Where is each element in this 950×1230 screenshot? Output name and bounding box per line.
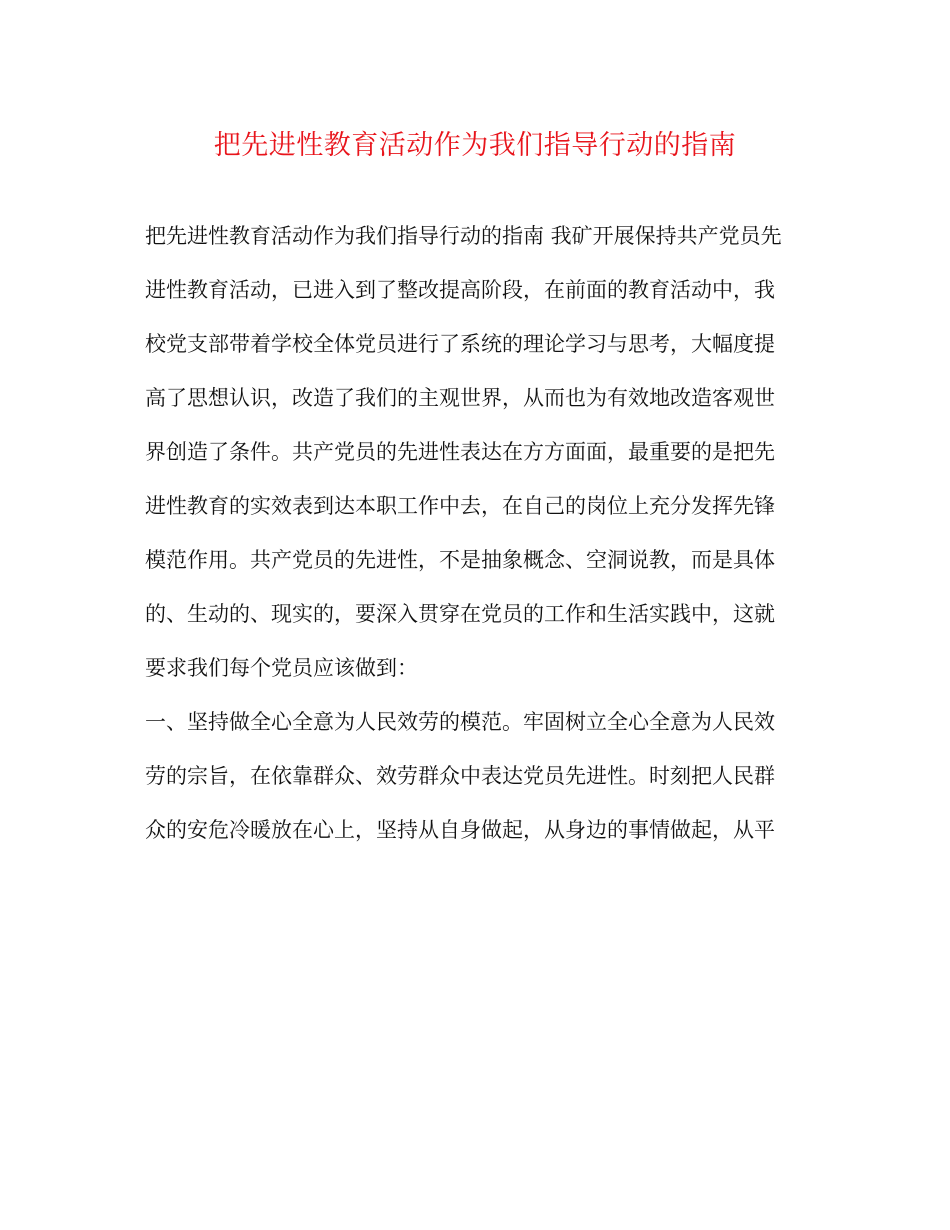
body-line: 校党支部带着学校全体党员进行了系统的理论学习与思考，大幅度提 [145, 332, 775, 356]
document-body [145, 209, 805, 857]
body-line: 高了思想认识，改造了我们的主观世界，从而也为有效地改造客观世 [145, 386, 775, 410]
body-line: 要求我们每个党员应该做到： [145, 656, 418, 680]
body-line: 进性教育活动，已进入到了整改提高阶段，在前面的教育活动中，我 [145, 278, 775, 302]
body-line: 界创造了条件。共产党员的先进性表达在方方面面，最重要的是把先 [145, 440, 775, 464]
body-line: 把先进性教育活动作为我们指导行动的指南 我矿开展保持共产党员先 [145, 224, 782, 248]
body-line: 的、生动的、现实的，要深入贯穿在党员的工作和生活实践中，这就 [145, 602, 775, 626]
body-line: 进性教育的实效表到达本职工作中去，在自己的岗位上充分发挥先锋 [145, 494, 775, 518]
body-line: 众的安危冷暖放在心上，坚持从自身做起，从身边的事情做起，从平 [145, 818, 775, 842]
document-title: 把先进性教育活动作为我们指导行动的指南 [213, 130, 737, 161]
body-line: 模范作用。共产党员的先进性，不是抽象概念、空洞说教，而是具体 [145, 548, 775, 572]
body-line: 劳的宗旨，在依靠群众、效劳群众中表达党员先进性。时刻把人民群 [145, 764, 775, 788]
body-line: 一、坚持做全心全意为人民效劳的模范。牢固树立全心全意为人民效 [145, 710, 775, 734]
